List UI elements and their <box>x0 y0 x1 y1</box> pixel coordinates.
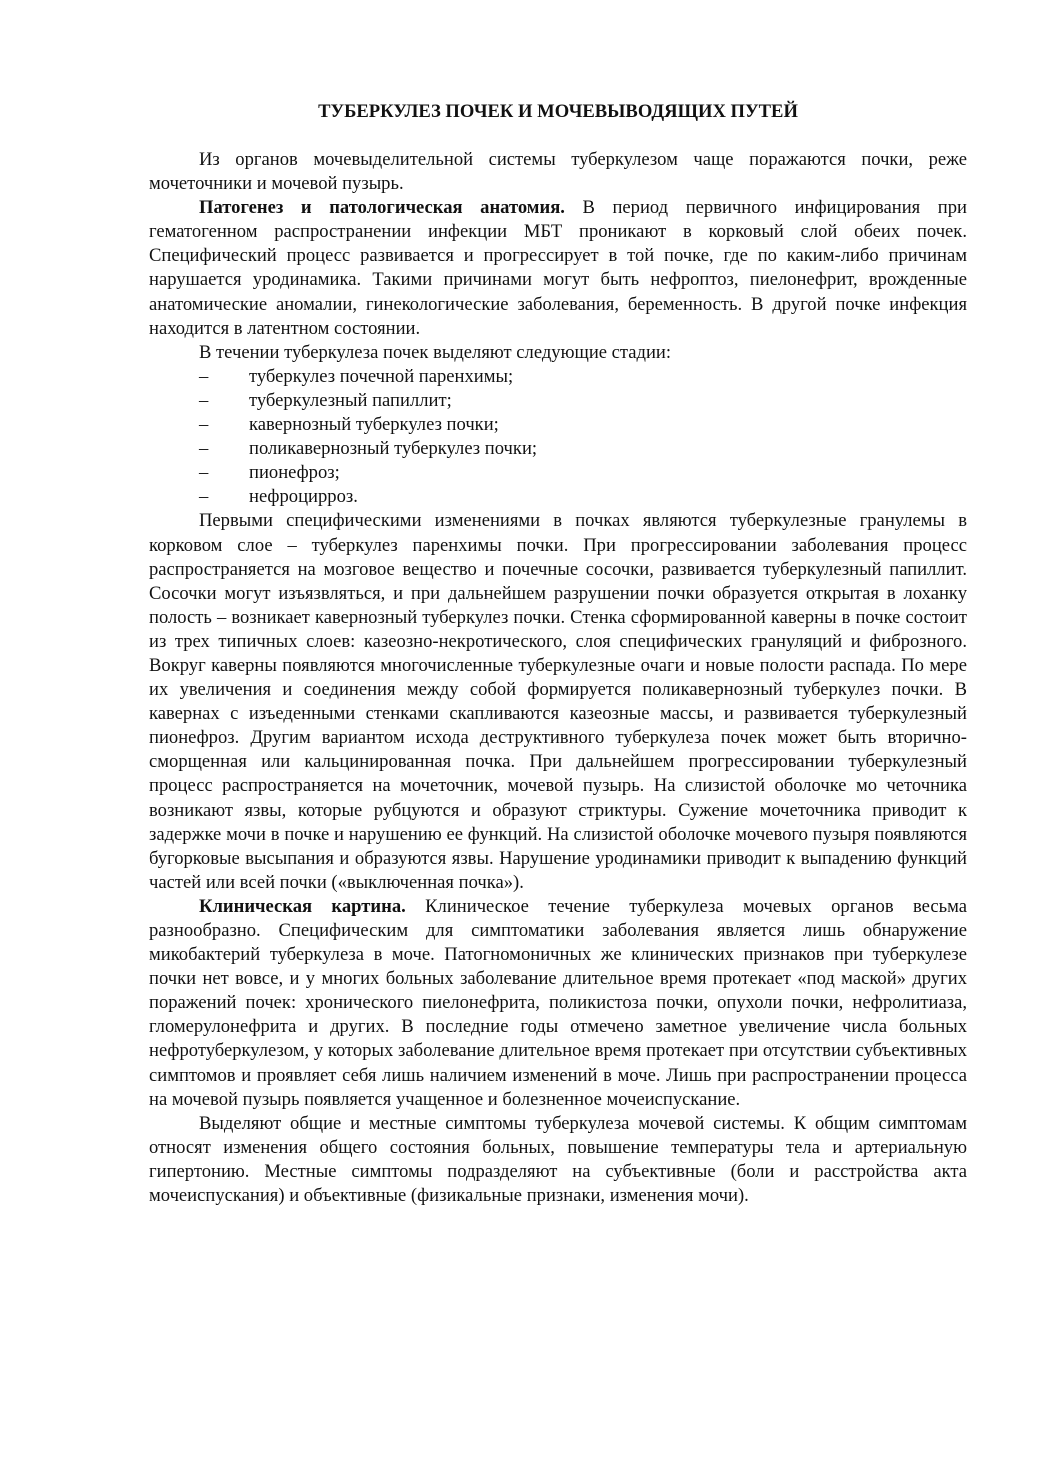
list-dash: – <box>199 438 209 460</box>
list-dash: – <box>199 486 209 508</box>
list-item-text: поликавернозный туберкулез почки; <box>249 438 538 460</box>
list-item <box>149 389 967 413</box>
list-item-text: туберкулез почечной паренхимы; <box>249 365 514 387</box>
paragraph-symptoms: Выделяют общие и местные симптомы туберкулеза мочевой системы. К общим симптомам относят изменения общего состояния больных, повышение температуры тела и артериальную гипертонию. Местные симптомы подразделяют на субъективные (боли и расстройства акта мочеиспускания) и объективные (физикальные признаки, изменения мочи). <box>149 1112 967 1207</box>
list-item <box>149 437 967 461</box>
list-dash: – <box>199 462 209 484</box>
paragraph-morphology: Первыми специфическими изменениями в почках являются туберкулезные гранулемы в корковом слое – туберкулез паренхимы почки. При прогрессировании заболевания процесс распространяется на мозговое вещество и почечные сосочки, развивается туберкулезный папиллит. Сосочки могут изъязвляться, и при дальнейшем разрушении почки образуется открытая в лоханку полость – возникает кавернозный туберкулез почки. Стенка сформированной каверны в почке состоит из трех типичных слоев: казеозно-некротического, слоя специфических грануляций и фиброзного. Вокруг каверны появляются многочисленные туберкулезные очаги и новые полости распада. По мере их увеличения и соединения между собой формируется поликавернозный туберкулез почки. В кавернах с изъеденными стенками скапливаются казеозные массы, и развивается туберкулезный пионефроз. Другим вариантом исхода деструктивного туберкулеза почек может быть вторично-сморщенная или кальцинированная почка. При дальнейшем прогрессировании туберкулезный процесс распространяется на мочеточник, мочевой пузырь. На слизистой оболочке мо четочника возникают язвы, которые рубцуются и образуют стриктуры. Сужение мочеточника приводит к задержке мочи в почке и нарушению ее функций. На слизистой оболочке мочевого пузыря появляются бугорковые высыпания и образуются язвы. Нарушение уродинамики приводит к выпадению функций частей или всей почки («выключенная почка»). <box>149 510 967 893</box>
list-dash: – <box>199 414 209 436</box>
paragraph-intro: Из органов мочевыделительной системы туберкулезом чаще поражаются почки, реже мочеточники и мочевой пузырь. <box>149 149 967 195</box>
paragraph-clinical-text: Клиническое течение туберкулеза мочевых органов весьма разнообразно. Специфическим для симптоматики заболевания является лишь обнаружение микобактерий туберкулеза в моче. Патогномоничных же клинических признаков при туберкулезе почки нет вовсе, и у многих больных заболевание длительное время протекает «под маской» других поражений почек: хронического пиелонефрита, поликистоза почки, опухоли почки, нефролитиаза, гломерулонефрита и других. В последние годы отмечено заметное увеличение числа больных нефротуберкулезом, у которых заболевание длительное время протекает при отсутствии субъективных симптомов и проявляет себя лишь наличием изменений в моче. Лишь при распространении процесса на мочевой пузырь появляется учащенное и болезненное мочеиспускание. <box>149 895 967 1110</box>
paragraph-pathogenesis-text: В период первичного инфицирования при гематогенном распространении инфекции МБТ проникают в корковый слой обеих почек. Специфический процесс развивается и прогрессирует в той почке, где по каким-либо причинам нарушается уродинамика. Такими причинами могут быть нефроптоз, пиелонефрит, врожденные анатомические аномалии, гинекологические заболевания, беременность. В другой почке инфекция находится в латентном состоянии. <box>149 197 967 339</box>
list-item <box>149 365 967 389</box>
list-item <box>149 485 967 509</box>
list-item-text: пионефроз; <box>249 462 340 484</box>
document-title: ТУБЕРКУЛЕЗ ПОЧЕК И МОЧЕВЫВОДЯЩИХ ПУТЕЙ <box>318 101 798 122</box>
list-item-text: туберкулезный папиллит; <box>249 389 452 411</box>
list-item <box>149 461 967 485</box>
section-heading-pathogenesis: Патогенез и патологическая анатомия. <box>199 197 565 219</box>
paragraph-stages-intro: В течении туберкулеза почек выделяют следующие стадии: <box>199 341 672 363</box>
list-dash: – <box>199 389 209 411</box>
list-item-text: нефроцирроз. <box>249 486 358 508</box>
section-heading-clinical: Клиническая картина. <box>199 895 406 917</box>
paragraph-clinical <box>149 895 967 1112</box>
list-item <box>149 413 967 437</box>
stages-list <box>149 365 967 510</box>
paragraph-pathogenesis <box>149 196 967 341</box>
list-item-text: кавернозный туберкулез почки; <box>249 414 499 436</box>
list-dash: – <box>199 365 209 387</box>
